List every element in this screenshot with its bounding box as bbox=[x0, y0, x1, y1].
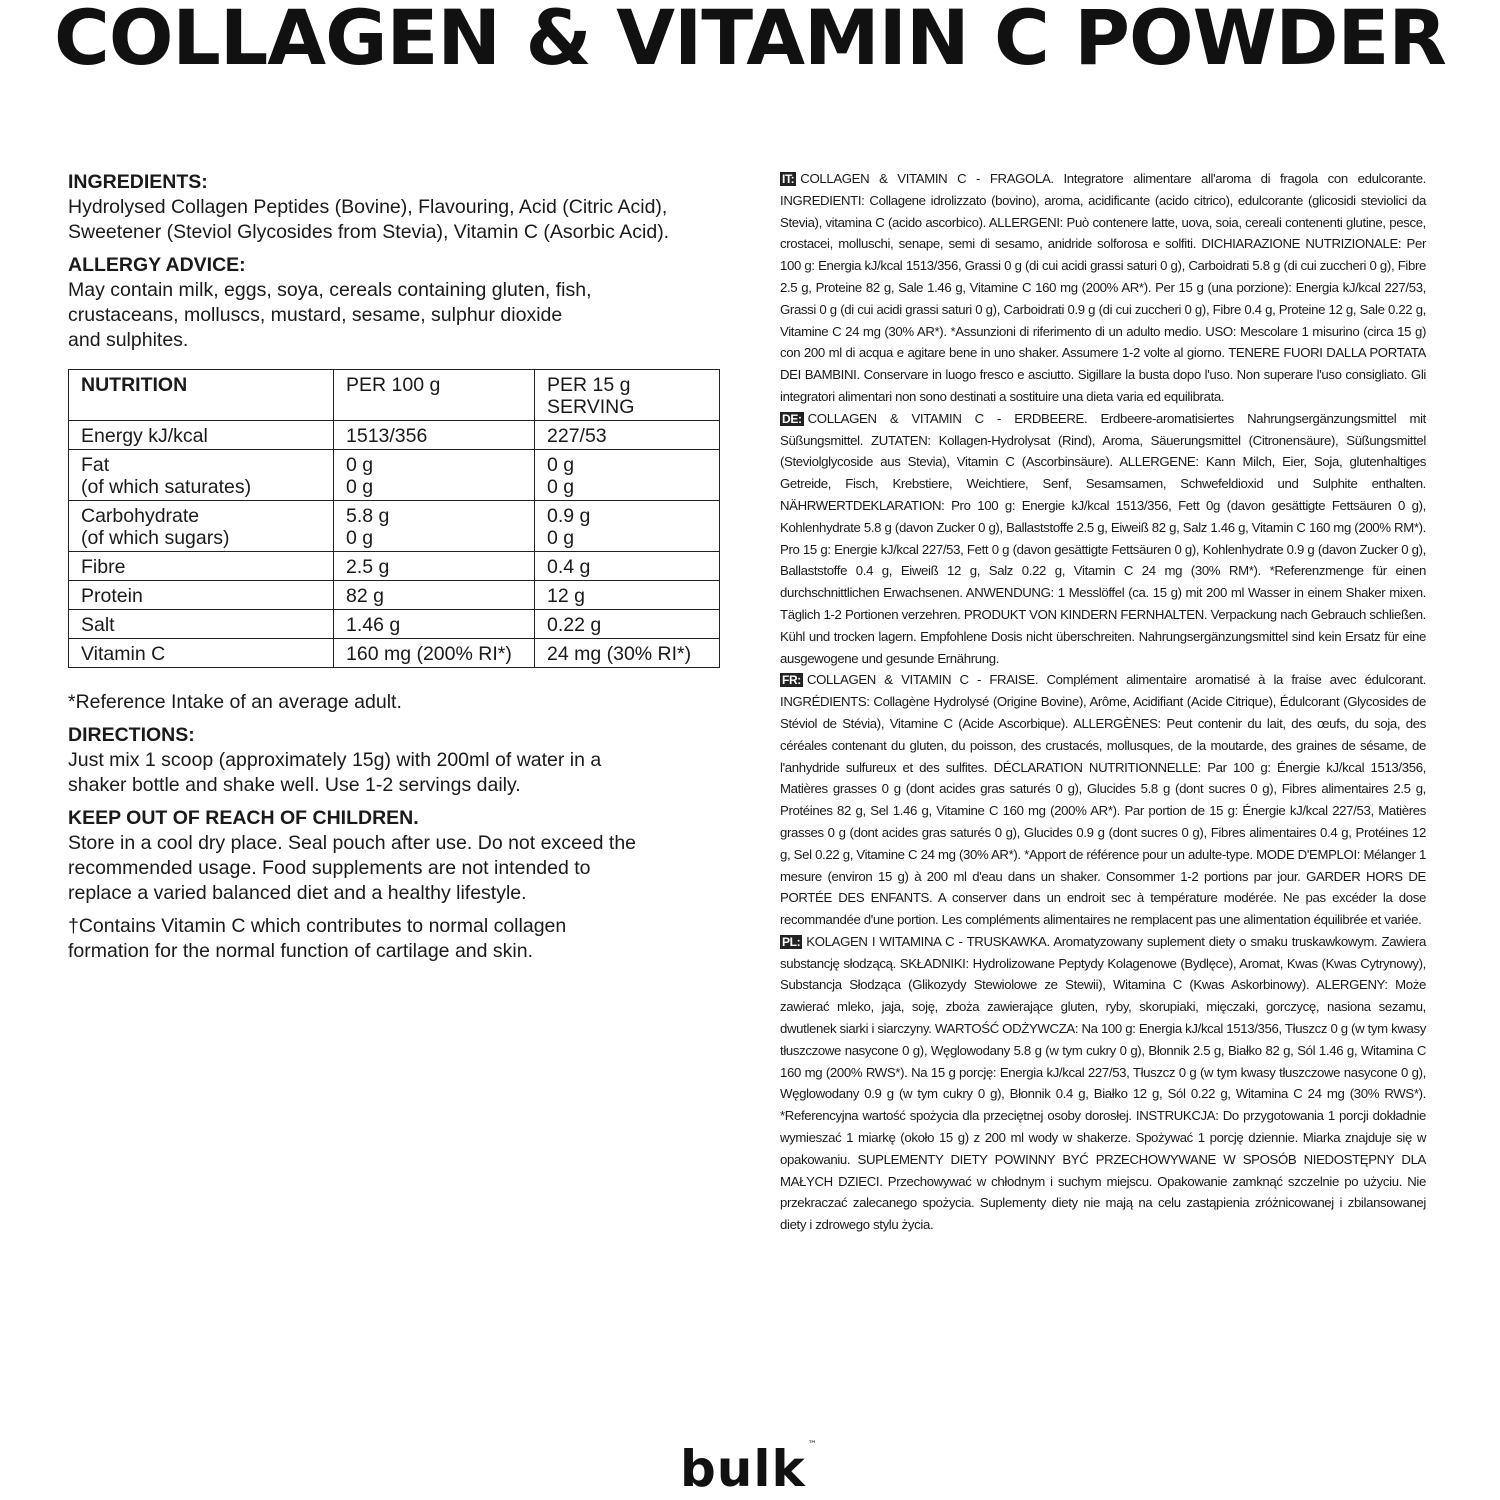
translation-de: DE: COLLAGEN & VITAMIN C - ERDBEERE. Erdbeere-aromatisiertes Nahrungsergänzungsmittel mit Süßungsmittel. ZUTATEN: Kollagen-Hydrolysat (Rind), Aroma, Säuerungsmittel (Citronensäure), Süßungsmittel (Steviolglycoside aus Stevia), Vitamin C (Ascorbinsäure). ALLERGENE: Kann Milch, Eier, Soja, glutenhaltiges Getreide, Fisch, Krebstiere, Weichtiere, Senf, Sesamsamen, Schwefeldioxid und Sulphite enthalten. NÄHRWERTDEKLARATION: Pro 100 g: Energie kJ/kcal 1513/356, Fett 0g (davon gesättigte Fettsäuren 0 g), Kohlenhydrate 5.8 g (davon Zucker 0 g), Ballaststoffe 2.5 g, Eiweiß 82 g, Salz 1.46 g, Vitamin C 160 mg (200% RM*). Pro 15 g: Energie kJ/kcal 227/53, Fett 0 g (davon gesättigte Fettsäuren 0 g), Kohlenhydrate 0.9 g (davon Zucker 0 g), Ballaststoffe 0.4 g, Eiweiß 12 g, Salz 0.22 g, Vitamin C 24 mg (30% RM*). *Referenzmenge für einen durchschnittlichen Erwachsenen. ANWENDUNG: 1 Messlöffel (ca. 15 g) mit 200 ml Wasser in einem Shaker mixen. Täglich 1-2 Portionen verzehren. PRODUKT VON KINDERN FERNHALTEN. Verpackung nach Gebrauch schließen. Kühl und trocken lagern. Empfohlene Dosis nicht überschreiten. Nahrungsergänzungsmittel sind kein Ersatz für eine ausgewogene und gesunde Ernährung. bbox=[780, 410, 1426, 666]
table-row: Salt 1.46 g 0.22 g bbox=[69, 610, 720, 639]
nutrition-header-row bbox=[69, 370, 720, 421]
translation-it: IT: COLLAGEN & VITAMIN C - FRAGOLA. Integratore alimentare all'aroma di fragola con edulcorante. INGREDIENTI: Collagene idrolizzato (bovino), aroma, acidificante (acido citrico), edulcorante (glicosidi steviolici da Stevia), vitamina C (acido ascorbico). ALLERGENI: Può contenere latte, uova, soia, cereali contenenti glutine, pesce, crostacei, molluschi, senape, semi di sesamo, anidride solforosa e solfiti. DICHIARAZIONE NUTRIZIONALE: Per 100 g: Energia kJ/kcal 1513/356, Grassi 0 g (di cui acidi grassi saturi 0 g), Carboidrati 5.8 g (di cui zuccheri 0 g), Fibre 2.5 g, Proteine 82 g, Sale 1.46 g, Vitamine C 160 mg (200% AR*). Per 15 g (una porzione): Energia kJ/kcal 227/53, Grassi 0 g (di cui acidi grassi saturi 0 g), Carboidrati 0.9 g (di cui zuccheri 0 g), Fibre 0.4 g, Proteine 12 g, Sale 0.22 g, Vitamine C 24 mg (30% AR*). *Assunzioni di riferimento di un adulto medio. USO: Mescolare 1 misurino (circa 15 g) con 200 ml di acqua e agitare bene in uno shaker. Assumere 1-2 volte al giorno. TENERE FUORI DALLA PORTATA DEI BAMBINI. Conservare in luogo fresco e asciutto. Sigillare la busta dopo l'uso. Non superare l'uso consigliato. Gli integratori alimentari non sono destinati a sostituire una dieta varia ed equilibrata. bbox=[780, 171, 1426, 404]
translation-pl: PL: KOLAGEN I WITAMINA C - TRUSKAWKA. Aromatyzowany suplement diety o smaku truskawkowym. Zawiera substancję słodzącą. SKŁADNIKI: Hydrolizowane Peptydy Kolagenowe (Bydlęce), Aromat, Kwas (Kwas Cytrynowy), Substancja Słodząca (Glikozydy Stewiolowe ze Stewii), Witamina C (Kwas Askorbinowy). ALERGENY: Może zawierać mleko, jaja, soję, zboża zawierające gluten, ryby, skorupiaki, mięczaki, gorczycę, nasiona sezamu, dwutlenek siarki i siarczyny. WARTOŚĆ ODŻYWCZA: Na 100 g: Energia kJ/kcal 1513/356, Tłuszcz 0 g (w tym kwasy tłuszczowe nasycone 0 g), Węglowodany 5.8 g (w tym cukry 0 g), Błonnik 2.5 g, Białko 82 g, Sól 1.46 g, Witamina C 160 mg (200% RWS*). Na 15 g porcję: Energia kJ/kcal 227/53, Tłuszcz 0 g (w tym kwasy tłuszczowe nasycone 0 g), Węglowodany 0.9 g (w tym cukry 0 g), Błonnik 0.4 g, Białko 12 g, Sól 0.22 g, Witamina C 24 mg (30% RWS*). *Referencyjna wartość spożycia dla przeciętnej osoby dorosłej. INSTRUKCJA: Do przygotowania 1 porcji dokładnie wymieszać 1 miarkę (około 15 g) z 200 ml wody w shakerze. Spożywać 1 porcję dziennie. Miarka znajduje się w opakowaniu. SUPLEMENTY DIETY POWINNY BYĆ PRZECHOWYWANE W SPOSÓB NIEDOSTĘPNY DLA MAŁYCH DZIECI. Przechowywać w chłodnym i suchym miejscu. Opakowanie zamknąć szczelnie po użyciu. Nie przekraczać zalecanego spożycia. Suplementy diety nie mają na celu zastąpienia zróżnicowanej i zbilansowanej diety i zdrowego stylu życia. bbox=[780, 933, 1426, 1233]
language-code-badge: FR: bbox=[782, 673, 801, 688]
ingredients-heading: INGREDIENTS: bbox=[68, 171, 208, 193]
per-100g-header: PER 100 g bbox=[334, 370, 535, 421]
bulk-logo: bulk ™ bbox=[680, 1440, 818, 1498]
reference-note: *Reference Intake of an average adult. bbox=[68, 691, 402, 713]
per-serving-header: PER 15 g SERVING bbox=[535, 370, 720, 421]
nutrition-table bbox=[68, 369, 720, 668]
translation-fr: FR: COLLAGEN & VITAMIN C - FRAISE. Complément alimentaire aromatisé à la fraise avec édulcorant. INGRÉDIENTS: Collagène Hydrolysé (Origine Bovine), Arôme, Acidifiant (Acide Citrique), Édulcorant (Glycosides de Stéviol de Stévia), Vitamine C (Acide Ascorbique). ALLERGÈNES: Peut contenir du lait, des œufs, du soja, des céréales contenant du gluten, du poisson, des crustacés, mollusques, de la moutarde, des graines de sésame, de l'anhydride sulfureux et des sulfites. DÉCLARATION NUTRITIONNELLE: Par 100 g: Énergie kJ/kcal 1513/356, Matières grasses 0 g (dont acides gras saturés 0 g), Glucides 5.8 g (dont sucres 0 g), Fibres alimentaires 2.5 g, Protéines 82 g, Sel 1.46 g, Vitamine C 160 mg (200% AR*). Par portion de 15 g: Énergie kJ/kcal 227/53, Matières grasses 0 g (dont acides gras saturés 0 g), Glucides 0.9 g (dont sucres 0 g), Fibres alimentaires 0.4 g, Protéines 12 g, Sel 0.22 g, Vitamine C 24 mg (30% AR*). *Apport de référence pour un adulte-type. MODE D'EMPLOI: Mélanger 1 mesure (environ 15 g) à 200 ml d'eau dans un shaker. Consommer 1-2 portions par jour. GARDER HORS DE PORTÉE DES ENFANTS. A conserver dans un endroit sec à température modérée. Ne pas excéder la dose recommandée d'une portion. Les compléments alimentaires ne remplacent pas une alimentation équilibrée et variée. bbox=[780, 672, 1426, 928]
ingredients-text: Hydrolysed Collagen Peptides (Bovine), Flavouring, Acid (Citric Acid), Sweetener (Steviol Glycosides from Stevia), Vitamin C (Asorbic Acid). bbox=[68, 196, 670, 243]
table-row: Fat (of which saturates) 0 g 0 g 0 g 0 g bbox=[69, 450, 720, 501]
table-row: Energy kJ/kcal 1513/356 227/53 bbox=[69, 421, 720, 450]
allergy-text: May contain milk, eggs, soya, cereals containing gluten, fish, crustaceans, molluscs, mustard, sesame, sulphur dioxide and sulphites. bbox=[68, 279, 592, 351]
table-row: Carbohydrate (of which sugars) 5.8 g 0 g 0.9 g 0 g bbox=[69, 501, 720, 552]
directions-heading: DIRECTIONS: bbox=[68, 724, 195, 746]
allergy-heading: ALLERGY ADVICE: bbox=[68, 254, 246, 276]
storage-heading: KEEP OUT OF REACH OF CHILDREN. bbox=[68, 807, 419, 829]
translations-section bbox=[780, 168, 1426, 1236]
language-code-badge: IT: bbox=[782, 172, 795, 186]
directions-text: Just mix 1 scoop (approximately 15g) with 200ml of water in a shaker bottle and shake well. Use 1-2 servings daily. bbox=[68, 749, 602, 796]
collagen-claim: †Contains Vitamin C which contributes to normal collagen formation for the normal function of cartilage and skin. bbox=[68, 915, 567, 962]
language-code-badge: PL: bbox=[782, 934, 801, 949]
storage-text: Store in a cool dry place. Seal pouch after use. Do not exceed the recommended usage. Food supplements are not intended to replace a varied balanced diet and a healthy lifestyle. bbox=[68, 832, 637, 904]
table-row: Protein 82 g 12 g bbox=[69, 581, 720, 610]
english-section bbox=[68, 170, 738, 972]
language-code-badge: DE: bbox=[782, 411, 802, 426]
nutrition-header: NUTRITION bbox=[69, 370, 334, 421]
table-row: Fibre 2.5 g 0.4 g bbox=[69, 552, 720, 581]
table-row: Vitamin C 160 mg (200% RI*) 24 mg (30% RI*) bbox=[69, 639, 720, 668]
page-title: COLLAGEN & VITAMIN C POWDER bbox=[54, 0, 1446, 82]
